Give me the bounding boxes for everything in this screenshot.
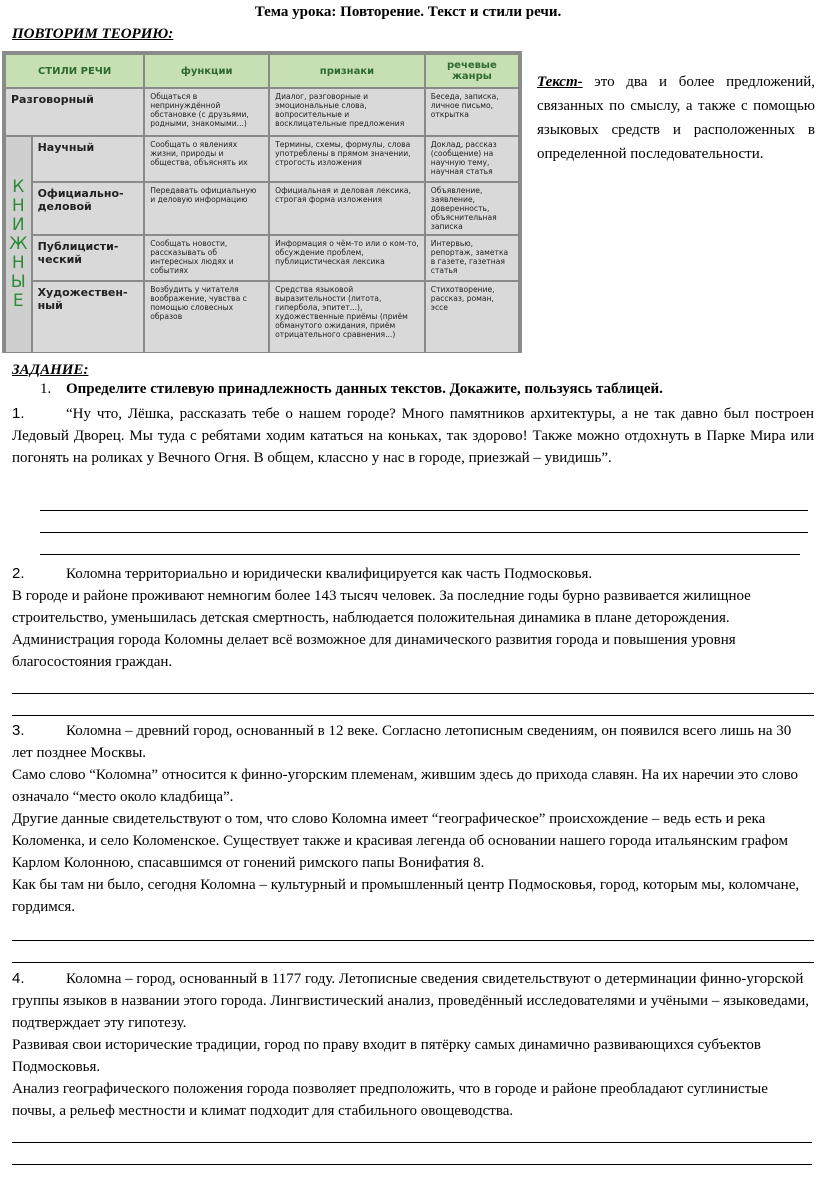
book-label-letter: Ы xyxy=(10,272,26,292)
style-name: Официально-деловой xyxy=(33,183,144,234)
book-label-letter: К xyxy=(12,177,25,197)
style-genres: Беседа, записка, личное письмо, открытка xyxy=(426,89,518,135)
table-row xyxy=(6,282,518,352)
book-label-letter: Ж xyxy=(9,234,28,254)
answer-line[interactable] xyxy=(12,940,814,941)
answer-line[interactable] xyxy=(12,1164,812,1165)
speech-styles-table xyxy=(2,51,522,353)
style-features: Термины, схемы, формулы, слова употреблены в прямом значении, строгость изложения xyxy=(270,137,424,181)
text-paragraph: Само слово “Коломна” относится к финно-угорским племенам, жившим здесь до прихода славян. На их наречии это слово означало “место около кладбища”. xyxy=(12,767,799,805)
theory-heading: ПОВТОРИМ ТЕОРИЮ: xyxy=(12,26,174,42)
style-functions: Общаться в непринуждённой обстановке (с друзьями, родными, знакомыми...) xyxy=(145,89,268,135)
text-paragraph: Другие данные свидетельствуют о том, что слово Коломна имеет “географическое” происхождение – ведь есть и река Коломенка, и село Коломенское. Существует также и красивая легенда об основании нашего города итальянским графом Карлом Колонною, спасавшимся от гонений римского папы Вонифатия 8. xyxy=(12,811,788,871)
table-row xyxy=(6,137,518,181)
answer-line[interactable] xyxy=(12,1142,812,1143)
text-3 xyxy=(12,720,814,918)
style-features: Диалог, разговорные и эмоциональные слова, вопросительные и восклицательные предложения xyxy=(270,89,424,135)
style-functions: Передавать официальную и деловую информацию xyxy=(145,183,268,234)
instruction-number: 1. xyxy=(40,381,52,397)
text-4 xyxy=(12,968,814,1122)
style-genres: Доклад, рассказ (сообщение) на научную тему, научная статья xyxy=(426,137,518,181)
style-functions: Сообщать о явлениях жизни, природы и общества, объяснять их xyxy=(145,137,268,181)
text-paragraph: Коломна территориально и юридически квалифицируется как часть Подмосковья. xyxy=(66,566,593,582)
text-number: 4. xyxy=(12,970,25,987)
style-features: Официальная и деловая лексика, строгая форма изложения xyxy=(270,183,424,234)
style-name: Публицисти-ческий xyxy=(33,236,144,280)
book-styles-label xyxy=(6,137,31,352)
style-genres: Интервью, репортаж, заметка в газете, газетная статья xyxy=(426,236,518,280)
style-name: Научный xyxy=(33,137,144,181)
header-styles: СТИЛИ РЕЧИ xyxy=(6,55,143,87)
answer-line[interactable] xyxy=(40,510,808,511)
task-instruction xyxy=(40,381,663,398)
table-row xyxy=(6,183,518,234)
style-features: Информация о чём-то или о ком-то, обсуждение проблем, публицистическая лексика xyxy=(270,236,424,280)
book-styles-letters xyxy=(6,178,31,311)
text-paragraph: Коломна – город, основанный в 1177 году. Летописные сведения свидетельствуют о детерминации финно-угорской группы языков в названии этого города. Лингвистический анализ, проведённый исследователями и учёными – языковедами, подтверждает эту гипотезу. xyxy=(12,971,810,1031)
style-genres: Объявление, заявление, доверенность, объяснительная записка xyxy=(426,183,518,234)
task-heading: ЗАДАНИЕ: xyxy=(12,362,89,378)
text-number: 3. xyxy=(12,722,25,739)
book-label-letter: Е xyxy=(12,291,24,311)
book-label-letter: И xyxy=(11,215,25,235)
definition-text: это два и более предложений, связанных по смыслу, а также с помощью языковых средств и расположенных в xyxy=(537,74,816,138)
style-functions: Возбудить у читателя воображение, чувства с помощью словесных образов xyxy=(145,282,268,352)
answer-line[interactable] xyxy=(12,962,814,963)
instruction-text: Определите стилевую принадлежность данных текстов. Докажите, пользуясь таблицей. xyxy=(66,381,663,397)
header-features: признаки xyxy=(270,55,424,87)
lesson-title: Тема урока: Повторение. Текст и стили речи. xyxy=(254,4,562,20)
text-paragraph: Коломна – древний город, основанный в 12 веке. Согласно летописным сведениям, он появился всего лишь на 30 лет позднее Москвы. xyxy=(12,723,792,761)
text-1 xyxy=(12,403,814,469)
style-functions: Сообщать новости, рассказывать об интересных людях и событиях xyxy=(145,236,268,280)
table-row xyxy=(6,89,518,135)
text-2 xyxy=(12,563,814,673)
style-name: Разговорный xyxy=(6,89,143,135)
answer-line[interactable] xyxy=(40,554,800,555)
text-paragraph: Анализ географического положения города позволяет предположить, что в городе и районе преобладают суглинистые почвы, а рельеф местности и климат подходит для стабильного овощеводства. xyxy=(12,1081,768,1119)
style-name: Художествен-ный xyxy=(33,282,144,352)
style-features: Средства языковой выразительности (литота, гипербола, эпитет...), художественные приёмы (приём обманутого ожидания, приём отрицательного сравнения...) xyxy=(270,282,424,352)
text-number: 2. xyxy=(12,565,25,582)
answer-line[interactable] xyxy=(12,715,814,716)
definition-last-line: определенной последовательности. xyxy=(537,146,764,162)
header-genres: речевые жанры xyxy=(426,55,518,87)
text-number: 1. xyxy=(12,405,25,422)
answer-line[interactable] xyxy=(12,693,814,694)
style-genres: Стихотворение, рассказ, роман, эссе xyxy=(426,282,518,352)
answer-line[interactable] xyxy=(40,532,808,533)
table-header-row xyxy=(6,55,518,87)
table-row xyxy=(6,236,518,280)
header-functions: функции xyxy=(145,55,268,87)
book-label-letter: Н xyxy=(11,196,25,216)
text-paragraph: В городе и районе проживают немногим более 143 тысяч человек. За последние годы бурно развивается жилищное строительство, уменьшилась детская смертность, наблюдается положительная динамика в плане деторождения. Администрация города Коломны делает всё возможное для динамического развития города и повышения уровня благосостояния граждан. xyxy=(12,588,751,670)
definition-term: Текст- xyxy=(537,74,583,90)
text-paragraph: “Ну что, Лёшка, рассказать тебе о нашем городе? Много памятников архитектуры, а не так давно был построен Ледовый Дворец. Мы туда с ребятами ходим кататься на коньках, так здорово! Также можно отдохнуть в Парке Мира или погонять на роликах у Вечного Огня. В общем, классно у нас в городе, приезжай – увидишь”. xyxy=(12,406,814,466)
text-definition xyxy=(537,70,815,166)
book-label-letter: Н xyxy=(11,253,25,273)
text-paragraph: Как бы там ни было, сегодня Коломна – культурный и промышленный центр Подмосковья, город, которым мы, коломчане, гордимся. xyxy=(12,877,800,915)
text-paragraph: Развивая свои исторические традиции, город по праву входит в пятёрку самых динамично развивающихся субъектов Подмосковья. xyxy=(12,1037,762,1075)
